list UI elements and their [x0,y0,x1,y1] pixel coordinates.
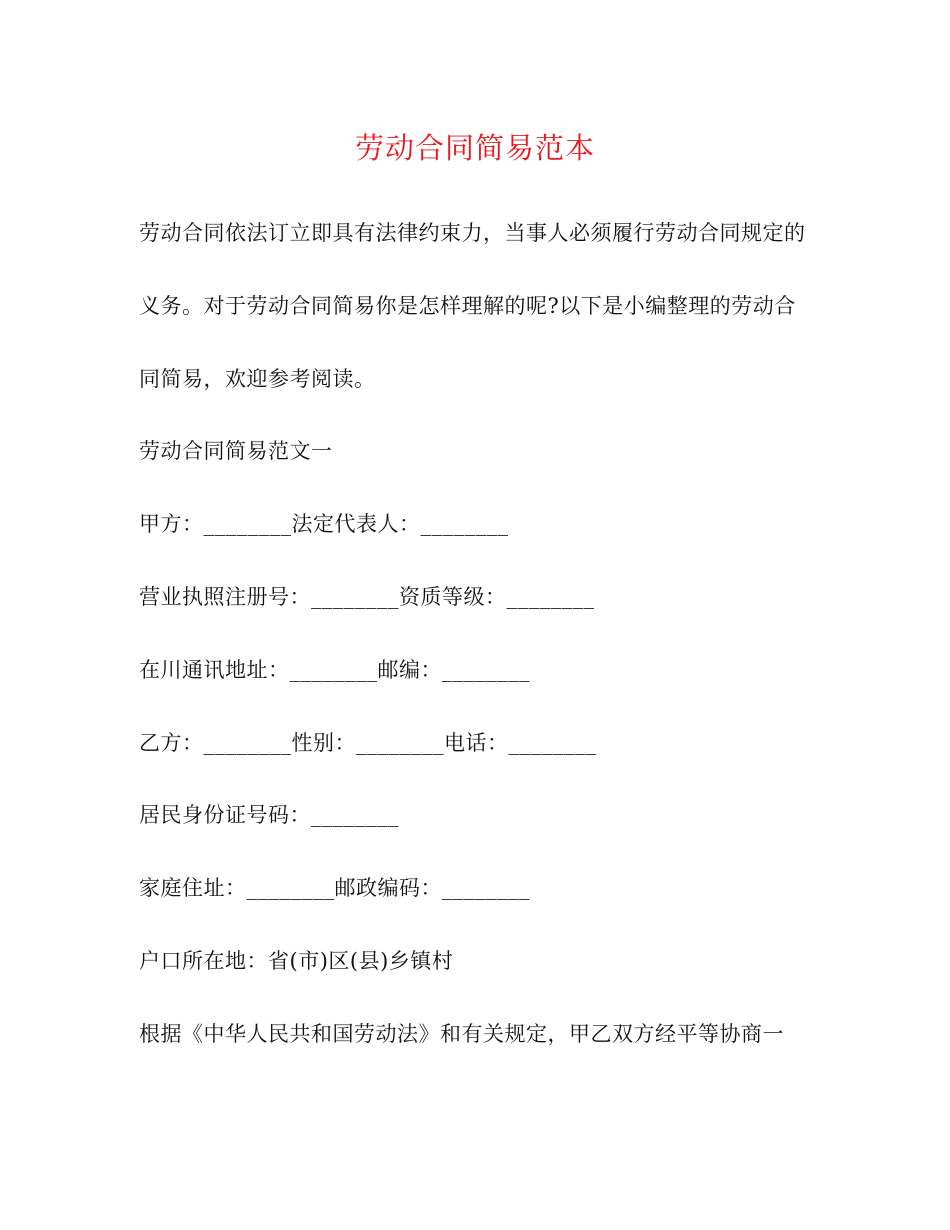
body-line-3: 同简易，欢迎参考阅读。 [139,367,376,391]
body-line-1: 劳动合同依法订立即具有法律约束力，当事人必须履行劳动合同规定的 [139,221,806,245]
party-a-line: 甲方：________法定代表人：________ [139,512,509,536]
home-address-line: 家庭住址：________邮政编码：________ [139,876,530,900]
body-line-2: 义务。对于劳动合同简易你是怎样理解的呢?以下是小编整理的劳动合 [139,294,796,318]
household-registration-line: 户口所在地：省(市)区(县)乡镇村 [139,949,454,973]
document-title: 劳动合同简易范本 [354,131,595,165]
body-line-last: 根据《中华人民共和国劳动法》和有关规定，甲乙双方经平等协商一 [139,1022,784,1046]
section-heading: 劳动合同简易范文一 [139,439,333,463]
business-license-line: 营业执照注册号：________资质等级：________ [139,585,595,609]
party-b-line: 乙方：________性别：________电话：________ [139,731,597,755]
address-line: 在川通讯地址：________邮编：________ [139,658,530,682]
id-number-line: 居民身份证号码：________ [139,803,399,827]
